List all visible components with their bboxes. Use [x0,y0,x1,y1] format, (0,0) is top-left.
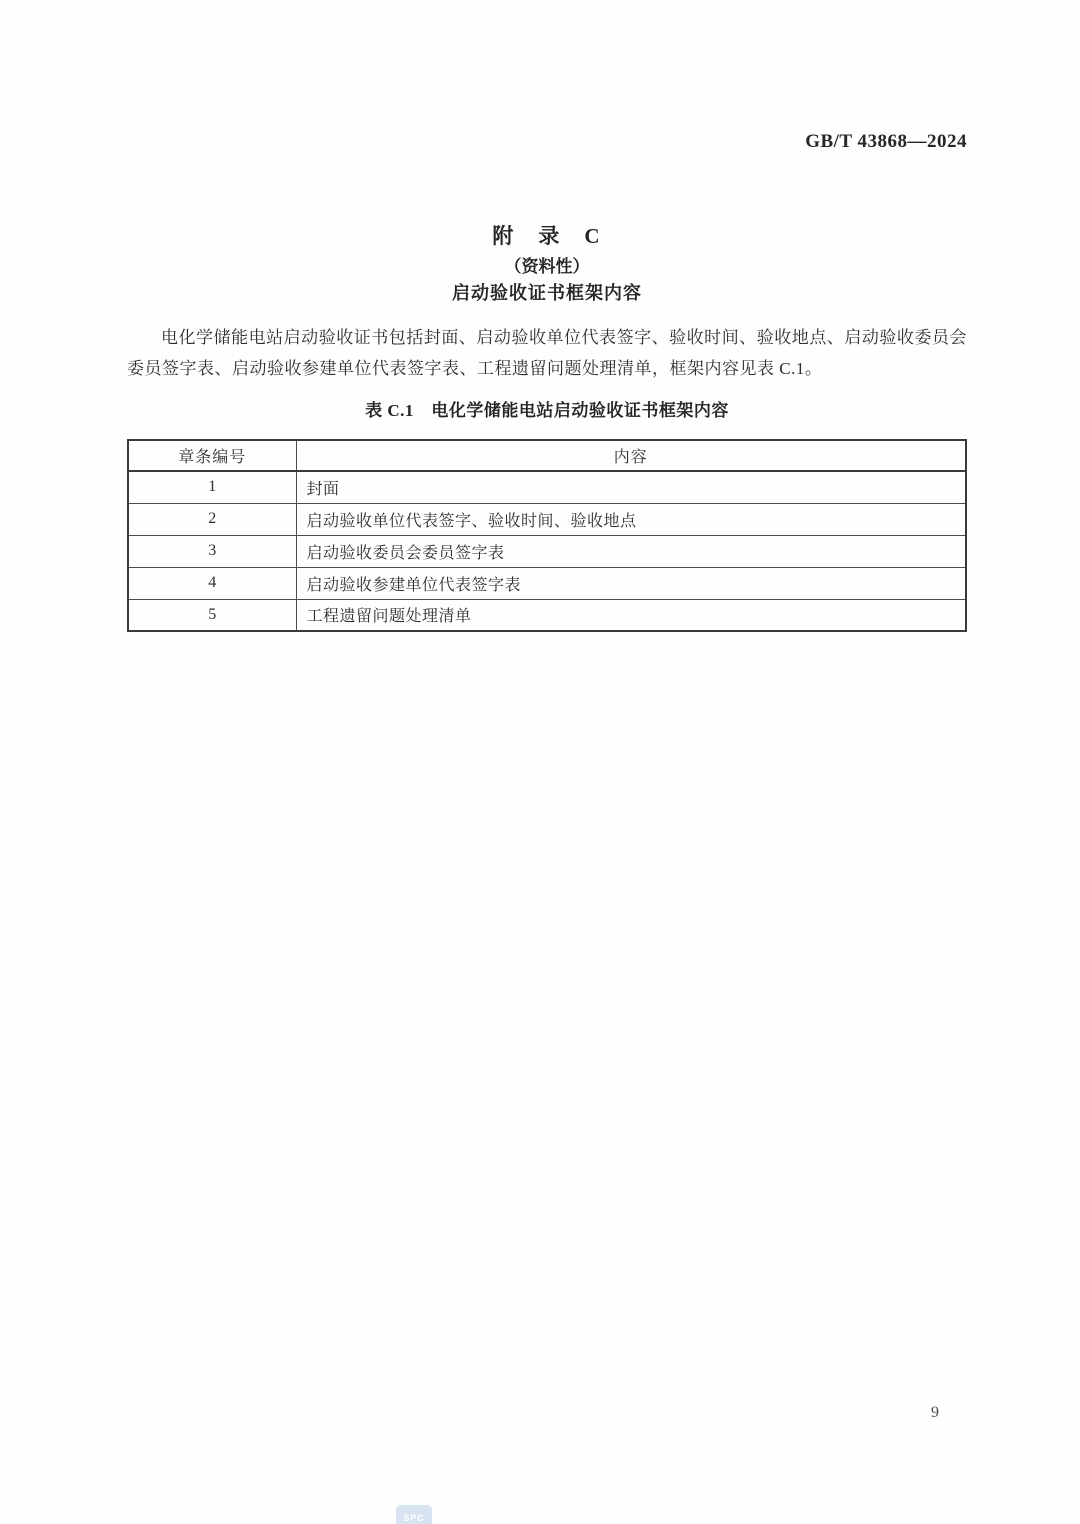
cell-chapter-number: 2 [128,503,296,535]
cell-chapter-number: 4 [128,567,296,599]
appendix-title: 附 录 C [492,224,602,248]
table-row [128,599,966,631]
intro-paragraph: 电化学储能电站启动验收证书包括封面、启动验收单位代表签字、验收时间、验收地点、启动验收委员会委员签字表、启动验收参建单位代表签字表、工程遗留问题处理清单，框架内容见表 C.1。 [127,328,967,378]
cell-chapter-number: 1 [128,471,296,503]
cell-content: 封面 [296,471,966,503]
appendix-informative-label: （资料性） [504,257,590,276]
table-row [128,503,966,535]
cell-chapter-number: 3 [128,535,296,567]
table-row [128,471,966,503]
table-row [128,535,966,567]
page-number: 9 [931,1404,939,1421]
cell-content: 工程遗留问题处理清单 [296,599,966,631]
column-header-content: 内容 [296,440,966,471]
publisher-watermark-icon [396,1505,432,1524]
appendix-heading: 启动验收证书框架内容 [452,283,642,303]
table-header-row [128,440,966,471]
cell-chapter-number: 5 [128,599,296,631]
cell-content: 启动验收委员会委员签字表 [296,535,966,567]
cell-content: 启动验收单位代表签字、验收时间、验收地点 [296,503,966,535]
cell-content: 启动验收参建单位代表签字表 [296,567,966,599]
column-header-chapter-number: 章条编号 [128,440,296,471]
table-caption: 表 C.1 电化学储能电站启动验收证书框架内容 [365,401,729,420]
watermark-label: SPC [403,1513,425,1523]
table-row [128,567,966,599]
framework-content-table [127,439,967,632]
standard-number-header: GB/T 43868—2024 [805,131,967,152]
